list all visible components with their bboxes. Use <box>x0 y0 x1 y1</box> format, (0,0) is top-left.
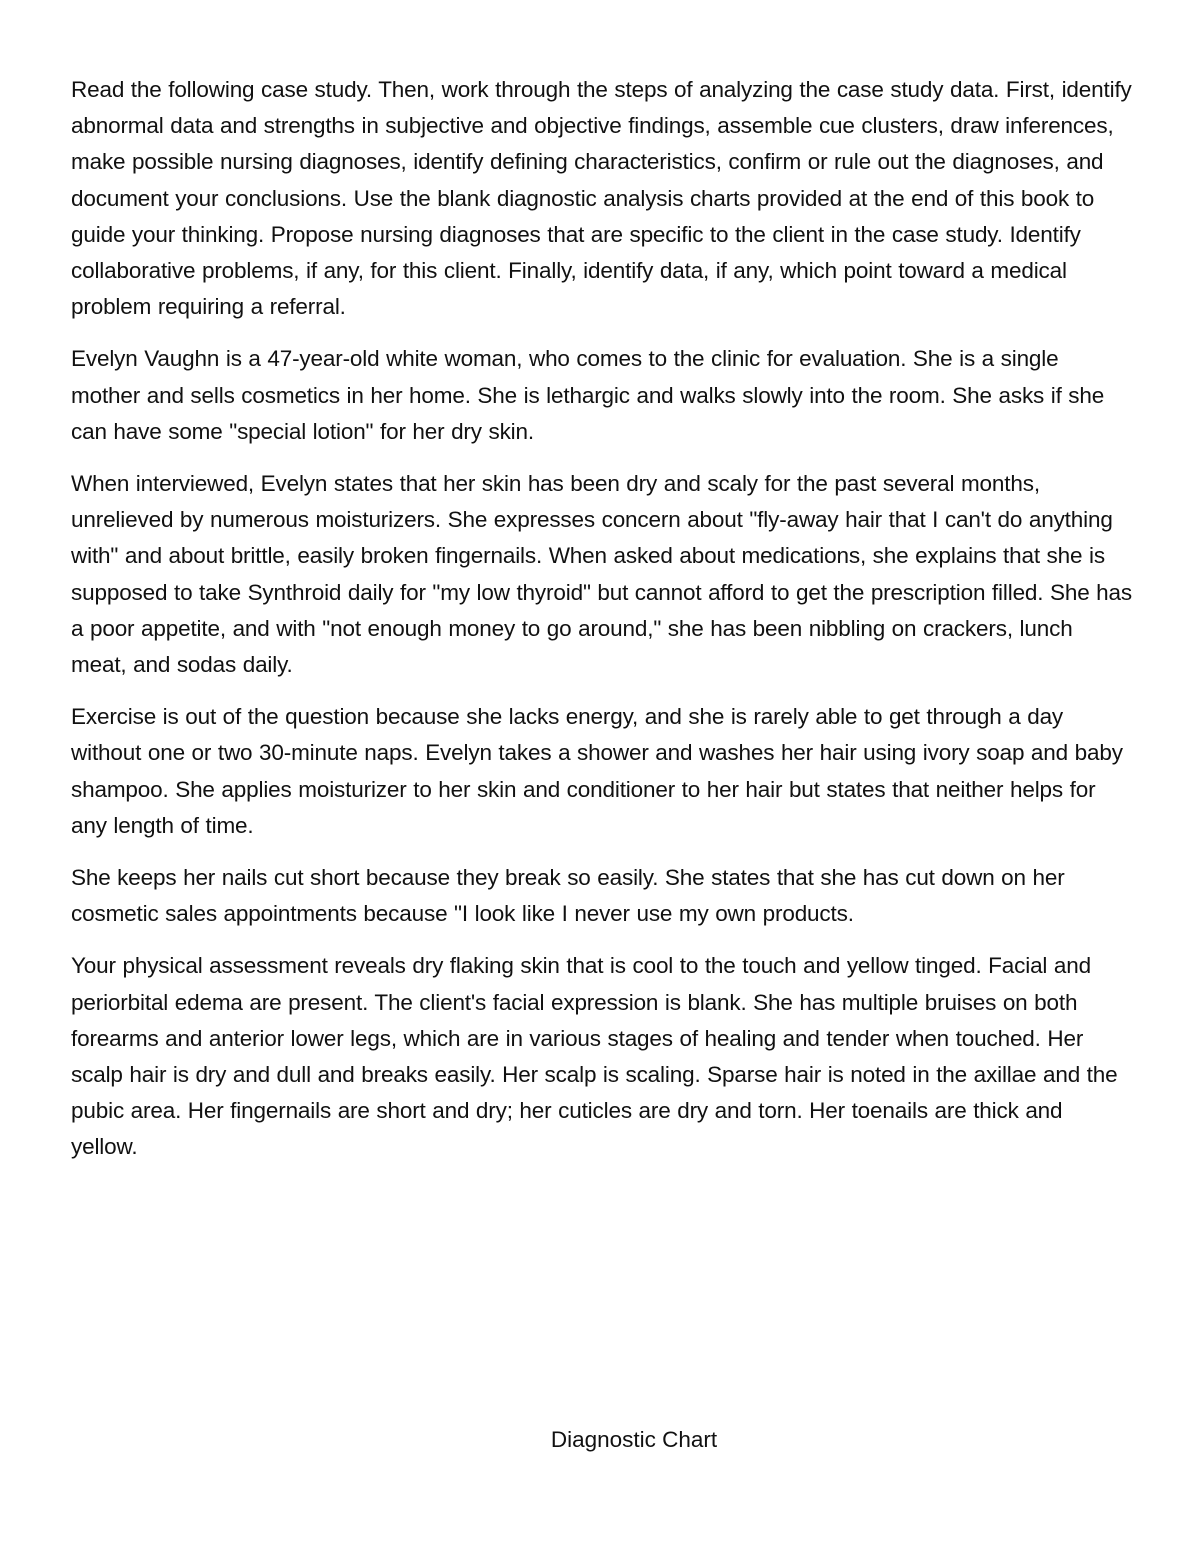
case-study-body <box>71 72 1133 1182</box>
client-introduction-paragraph: Evelyn Vaughn is a 47-year-old white woman, who comes to the clinic for evaluation. She is a single mother and sells cosmetics in her home. She is lethargic and walks slowly into the room. She asks if she can have some "special lotion" for her dry skin. <box>71 346 1105 444</box>
physical-assessment-paragraph: Your physical assessment reveals dry flaking skin that is cool to the touch and yellow tinged. Facial and periorbital edema are present. The client's facial expression is blank. She has multiple bruises on both forearms and anterior lower legs, which are in various stages of healing and tender when touched. Her scalp hair is dry and dull and breaks easily. Her scalp is scaling. Sparse hair is noted in the axillae and the pubic area. Her fingernails are short and dry; her cuticles are dry and torn. Her toenails are thick and yellow. <box>71 953 1118 1160</box>
interview-paragraph: When interviewed, Evelyn states that her skin has been dry and scaly for the past several months, unrelieved by numerous moisturizers. She expresses concern about "fly-away hair that I can't do anything with" and about brittle, easily broken fingernails. When asked about medications, she explains that she is supposed to take Synthroid daily for "my low thyroid" but cannot afford to get the prescription filled. She has a poor appetite, and with "not enough money to go around," she has been nibbling on crackers, lunch meat, and sodas daily. <box>71 471 1133 678</box>
diagnostic-chart-heading: Diagnostic Chart <box>550 1427 718 1452</box>
activity-paragraph: Exercise is out of the question because she lacks energy, and she is rarely able to get through a day without one or two 30-minute naps. Evelyn takes a shower and washes her hair using ivory soap and baby shampoo. She applies moisturizer to her skin and conditioner to her hair but states that neither helps for any length of time. <box>71 704 1123 838</box>
instructions-paragraph: Read the following case study. Then, work through the steps of analyzing the case study data. First, identify abnormal data and strengths in subjective and objective findings, assemble cue clusters, draw inferences, make possible nursing diagnoses, identify defining characteristics, confirm or rule out the diagnoses, and document your conclusions. Use the blank diagnostic analysis charts provided at the end of this book to guide your thinking. Propose nursing diagnoses that are specific to the client in the case study. Identify collaborative problems, if any, for this client. Finally, identify data, if any, which point toward a medical problem requiring a referral. <box>71 77 1132 320</box>
nails-paragraph: She keeps her nails cut short because they break so easily. She states that she has cut down on her cosmetic sales appointments because "I look like I never use my own products. <box>71 865 1065 927</box>
